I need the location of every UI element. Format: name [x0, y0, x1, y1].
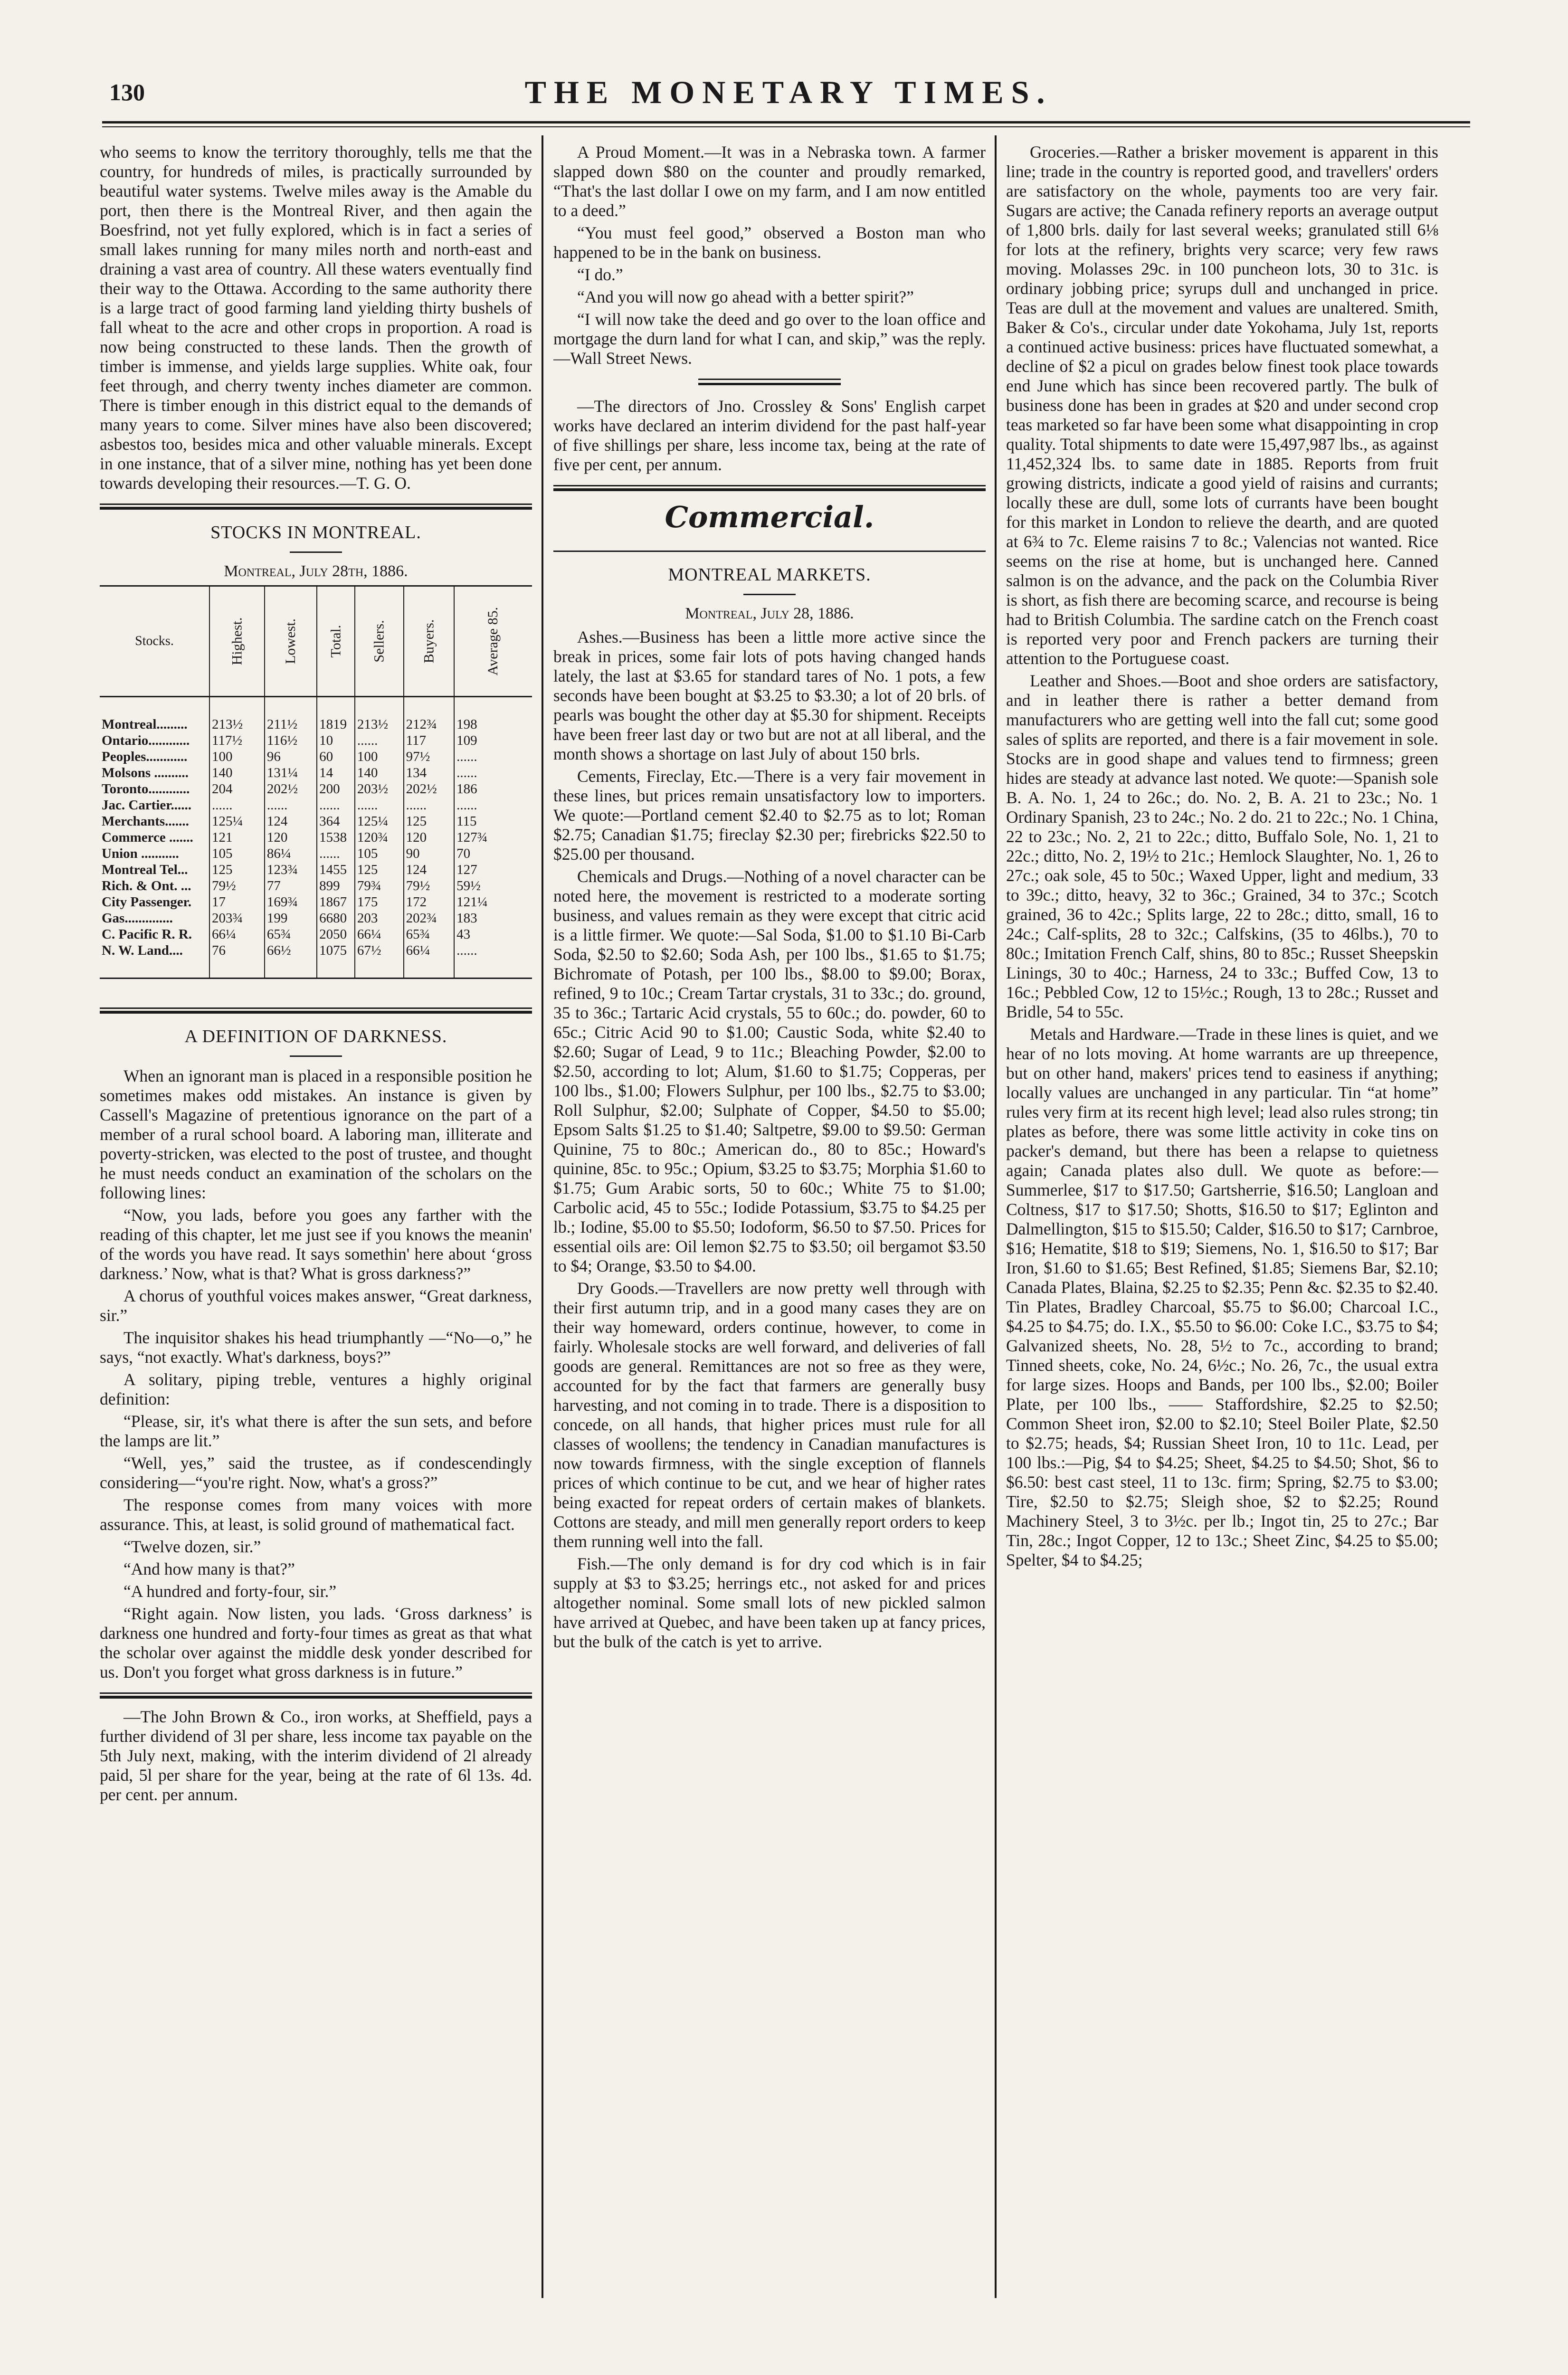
paragraph: A solitary, piping treble, ventures a highly original definition:	[100, 1370, 532, 1408]
stock-value: 66¼	[404, 942, 455, 978]
page-header	[109, 74, 1468, 116]
stock-value: ......	[454, 765, 532, 781]
col-header: Sellers.	[355, 586, 404, 697]
stock-row	[100, 797, 532, 813]
stock-value: 79½	[209, 878, 265, 894]
stocks-table	[100, 585, 532, 979]
stock-value: 17	[209, 894, 265, 910]
stock-value: 1455	[317, 862, 355, 878]
stock-row	[100, 894, 532, 910]
stock-name: Commerce .......	[102, 830, 193, 845]
stock-value: 202½	[265, 781, 317, 797]
stock-value: 105	[355, 846, 404, 862]
stock-value: ......	[317, 846, 355, 862]
paragraph: “And you will now go ahead with a better spirit?”	[577, 287, 914, 306]
stock-value: 204	[209, 781, 265, 797]
paragraph: The response comes from many voices with more assurance. This, at least, is solid ground of mathematical fact.	[100, 1495, 532, 1534]
stock-value: 90	[404, 846, 455, 862]
stock-value: 109	[454, 732, 532, 749]
market-ashes: Ashes.—Business has been a little more active since the break in prices, some fair lots of pots having changed hands lately, the last at $3.65 for standard tares of No. 1 pots, a few seconds have been bought at $3.25 to $3.30; a lot of 20 brls. of pearls was bought the other day at $5.30 for shipment. Receipts have been freer last day or two but are not at all liberal, and the month shows a shortage on last July of about 150 brls.	[553, 627, 986, 763]
paragraph: “I will now take the deed and go over to the loan office and mortgage the durn land for what I can, and skip,” was the reply.—Wall Street News.	[553, 310, 986, 368]
stock-value: 14	[317, 765, 355, 781]
separator-rule	[698, 383, 841, 385]
commercial-heading: Commercial.	[665, 500, 874, 534]
stock-row	[100, 942, 532, 978]
news-item: —The directors of Jno. Crossley & Sons' English carpet works have declared an interim dividend for the past half-year of five shillings per share, less income tax, being at the rate of five per cent, per annum.	[553, 397, 986, 474]
stock-value: 121	[209, 829, 265, 846]
stock-value: 125¼	[209, 813, 265, 829]
stock-value: 79¾	[355, 878, 404, 894]
col-header: Stocks.	[100, 586, 209, 697]
stock-value: 97½	[404, 749, 455, 765]
stock-value: 117	[404, 732, 455, 749]
section-rule	[100, 1692, 532, 1694]
stock-value: 127¾	[454, 829, 532, 846]
page-number: 130	[109, 79, 145, 105]
stock-value: 120	[404, 829, 455, 846]
stock-value: 43	[454, 926, 532, 942]
stock-value: 140	[355, 765, 404, 781]
stock-value: 76	[209, 942, 265, 978]
market-metals: Metals and Hardware.—Trade in these lines is quiet, and we hear of no lots moving. At home warrants are up threepence, but on other hand, makers' prices tend to easiness if anything; locally values are unchanged in any particular. Tin “at home” rules very firm at its recent high level; lead also rules strong; tin plates as before, there was some little activity in coke tins on packer's demand, but there has been a relapse to quietness again; Canada plates also dull. We quote as before:—Summerlee, $17 to $17.50; Gartsherrie, $16.50; Langloan and Coltness, $17 to $17.50; Shotts, $16.50 to $17; Eglinton and Dalmellington, $15 to $15.50; Calder, $16.50 to $17; Carnbroe, $16; Hematite, $18 to $19; Siemens, No. 1, $16.50 to $17; Bar Iron, $1.60 to $1.65; Best Refined, $1.85; Siemens Bar, $2.10; Canada Plates, Blaina, $2.25 to $2.35; Penn &c. $2.35 to $2.40. Tin Plates, Bradley Charcoal, $5.75 to $6.00; Charcoal I.C., $4.25 to $4.75; do. I.X., $5.50 to $6.00: Coke I.C., $3.75 to $4; Galvanized sheets, No. 28, 5½ to 7c., according to brand; Tinned sheets, coke, No. 24, 6½c.; No. 26, 7c., the usual extra for large sizes. Hoops and Bands, per 100 lbs., $2.00; Boiler Plate, per 100 lbs., —— Staffordshire, $2.25 to $2.50; Common Sheet iron, $2.00 to $2.10; Steel Boiler Plate, $2.50 to $2.75; heads, $4; Russian Sheet Iron, 10 to 11c. Lead, per 100 lbs.:—Pig, $4 to $4.25; Sheet, $4.25 to $4.50; Shot, $6 to $6.50: best cast steel, 11 to 13c. firm; Spring, $2.75 to $3.00; Tire, $2.50 to $2.75; Sleigh shoe, $2 to $2.25; Round Machinery Steel, 3 to 3½c. per lb.; Ingot tin, 25 to 27c.; Bar Tin, 28c.; Ingot Copper, 12 to 13c.; Sheet Zinc, $4.25 to $5.00; Spelter, $4 to $4.25;	[1006, 1025, 1438, 1569]
header-rule	[102, 121, 1470, 124]
section-rule	[553, 488, 986, 491]
stocks-header-row	[100, 586, 532, 697]
header-rule-thin	[102, 126, 1470, 127]
stock-value: ......	[209, 797, 265, 813]
stock-value: 117½	[209, 732, 265, 749]
stock-name: City Passenger.	[102, 894, 192, 910]
col-header: Average 85.	[454, 586, 532, 697]
stock-value: 100	[355, 749, 404, 765]
col-header: Buyers.	[404, 586, 455, 697]
stock-value: 200	[317, 781, 355, 797]
stock-row	[100, 910, 532, 926]
stock-value: 66¼	[209, 926, 265, 942]
stock-value: ......	[454, 942, 532, 978]
column-divider	[542, 135, 543, 2298]
stock-value: ......	[454, 749, 532, 765]
stock-value: 124	[404, 862, 455, 878]
markets-title: MONTREAL MARKETS.	[668, 565, 871, 585]
stock-value: 364	[317, 813, 355, 829]
section-rule	[100, 507, 532, 510]
stock-row	[100, 846, 532, 862]
stock-row	[100, 926, 532, 942]
section-rule	[553, 551, 986, 552]
stock-value: 115	[454, 813, 532, 829]
paragraph: “Please, sir, it's what there is after the sun sets, and before the lamps are lit.”	[100, 1412, 532, 1450]
column-divider	[995, 135, 997, 2298]
paragraph: “Twelve dozen, sir.”	[124, 1537, 261, 1556]
stock-value: 65¾	[265, 926, 317, 942]
paragraph: A Proud Moment.—It was in a Nebraska town. A farmer slapped down $80 on the counter and proudly remarked, “That's the last dollar I owe on my farm, and I am now entitled to a deed.”	[553, 142, 986, 220]
stocks-title: STOCKS IN MONTREAL.	[210, 522, 421, 542]
stock-value: 6680	[317, 910, 355, 926]
stock-row	[100, 829, 532, 846]
stock-name: C. Pacific R. R.	[102, 927, 192, 942]
stock-value: 199	[265, 910, 317, 926]
stock-value: 172	[404, 894, 455, 910]
stock-value: 116½	[265, 732, 317, 749]
stock-value: 120	[265, 829, 317, 846]
stock-value: 131¼	[265, 765, 317, 781]
markets-date: Montreal, July 28, 1886.	[685, 605, 854, 622]
stock-value: 175	[355, 894, 404, 910]
market-cements: Cements, Fireclay, Etc.—There is a very fair movement in these lines, but prices remain unsatisfactory low to importers. We quote:—Portland cement $2.40 to $2.75 as to lot; Roman $2.75; Canadian $1.75; fireclay $2.30 per; firebricks $22.50 to $25.00 per thousand.	[553, 767, 986, 864]
stock-value: 123¾	[265, 862, 317, 878]
market-leather: Leather and Shoes.—Boot and shoe orders are satisfactory, and in leather there is rather a better demand from manufacturers who are getting well into the fall cut; some good sales of splits are reported, and there is a fair movement in sole. Stocks are in good shape and values tend to firmness; green hides are steady at advance last noted. We quote:—Spanish sole B. A. No. 1, 24 to 26c.; do. No. 2, B. A. 21 to 23c.; No. 1 Ordinary Spanish, 23 to 24c.; No. 2 do. 21 to 22c.; No. 1 China, 22 to 23c.; No. 2, 21 to 22c.; ditto, Buffalo Sole, No. 1, 21 to 22c.; ditto, No. 2, 19½ to 21c.; Hemlock Slaughter, No. 1, 26 to 27c.; oak sole, 45 to 50c.; Waxed Upper, light and medium, 33 to 39c.; ditto, heavy, 32 to 36c.; Grained, 34 to 37c.; Scotch grained, 36 to 42c.; Splits large, 22 to 28c.; ditto, small, 16 to 24c.; Calf-splits, 28 to 32c.; Calfskins, (35 to 46lbs.), 70 to 80c.; Imitation French Calf, shins, 80 to 85c.; Russet Sheepskin Linings, 30 to 40c.; Harness, 24 to 33c.; Buffed Cow, 13 to 16c.; Pebbled Cow, 12 to 15½c.; Rough, 13 to 28c.; Russet and Bridle, 54 to 55c.	[1006, 671, 1438, 1021]
paragraph: “Well, yes,” said the trustee, as if condescendingly considering—“you're right. Now, what's a gross?”	[100, 1454, 532, 1492]
stock-name: Toronto............	[102, 781, 190, 797]
stock-name: Jac. Cartier......	[102, 798, 191, 813]
stock-value: ......	[404, 797, 455, 813]
paragraph: “And how many is that?”	[124, 1559, 295, 1578]
stocks-body	[100, 697, 532, 978]
paragraph: “Now, you lads, before you goes any farther with the reading of this chapter, let me just see if you knows the meanin' of the words you have read. It says somethin' here about ‘gross darkness.’ Now, what is that? What is gross darkness?”	[100, 1206, 532, 1283]
stock-value: 60	[317, 749, 355, 765]
stock-value: ......	[265, 797, 317, 813]
stock-value: 125	[404, 813, 455, 829]
stock-name: Gas..............	[102, 911, 173, 926]
article-continuation: who seems to know the territory thoroughly, tells me that the country, for hundreds of miles, is practically surrounded by beautiful water systems. Twelve miles away is the Amable du port, then there is the Montreal River, and then again the Boesfrind, not yet fully explored, which is in fact a series of small lakes running for many miles north and north-east and draining a vast area of country. All these waters eventually find their way to the Ottawa. According to the same authority there is a large tract of good farming land yielding thirty bushels of fall wheat to the acre and other crops in proportion. A road is now being constructed to these lands. Then the growth of timber is immense, and yields large supplies. White oak, four feet through, and cherry twenty inches diameter are common. There is timber enough in this district equal to the demands of many years to come. Silver mines have also been discovered; asbestos too, besides mica and other valuable minerals. Except in one instance, that of a silver mine, nothing has yet been done towards developing their resources.—T. G. O.	[100, 142, 532, 493]
stock-value: 100	[209, 749, 265, 765]
section-rule	[100, 1696, 532, 1699]
stock-value: 66¼	[355, 926, 404, 942]
title-rule	[290, 551, 342, 553]
paragraph: “Right again. Now listen, you lads. ‘Gross darkness’ is darkness one hundred and forty-four times as great as that what the scholar over against the middle desk yonder described for us. Don't you forget what gross darkness is in future.”	[100, 1604, 532, 1682]
stock-name: Montreal.........	[102, 717, 188, 732]
masthead-title: THE MONETARY TIMES.	[524, 74, 1053, 110]
stock-value: 1075	[317, 942, 355, 978]
stock-value: 125¼	[355, 813, 404, 829]
paragraph: “You must feel good,” observed a Boston man who happened to be in the bank on business.	[553, 223, 986, 262]
stock-row	[100, 732, 532, 749]
stock-value: 125	[209, 862, 265, 878]
section-rule	[100, 504, 532, 505]
stock-value: 1867	[317, 894, 355, 910]
stock-name: Ontario............	[102, 733, 190, 748]
column-right	[1006, 142, 1438, 2298]
paragraph: The inquisitor shakes his head triumphantly —“No—o,” he says, “not exactly. What's darkness, boys?”	[100, 1328, 532, 1367]
col-header: Highest.	[209, 586, 265, 697]
stock-value: 211½	[265, 697, 317, 733]
stock-value: ......	[317, 797, 355, 813]
section-rule	[553, 485, 986, 486]
stock-row	[100, 697, 532, 733]
stock-value: 59½	[454, 878, 532, 894]
stock-value: ......	[355, 732, 404, 749]
news-item: —The John Brown & Co., iron works, at Sheffield, pays a further dividend of 3l per share, less income tax payable on the 5th July next, making, with the interim dividend of 2l already paid, 5l per share for the year, being at the rate of 6l 13s. 4d. per cent. per annum.	[100, 1707, 532, 1804]
stock-row	[100, 749, 532, 765]
paragraph: A chorus of youthful voices makes answer, “Great darkness, sir.”	[100, 1286, 532, 1325]
stock-value: 134	[404, 765, 455, 781]
stock-name: Montreal Tel...	[102, 862, 188, 877]
stock-value: 140	[209, 765, 265, 781]
column-middle	[553, 142, 986, 2298]
stock-value: 213½	[209, 697, 265, 733]
section-rule	[100, 1011, 532, 1014]
stock-value: 70	[454, 846, 532, 862]
stock-value: 2050	[317, 926, 355, 942]
stock-value: 198	[454, 697, 532, 733]
stock-value: 127	[454, 862, 532, 878]
stock-name: N. W. Land....	[100, 942, 209, 978]
title-rule	[743, 594, 796, 595]
stock-value: 202½	[404, 781, 455, 797]
stock-row	[100, 781, 532, 797]
stock-row	[100, 878, 532, 894]
stock-value: 79½	[404, 878, 455, 894]
stock-value: 169¾	[265, 894, 317, 910]
stock-value: 67½	[355, 942, 404, 978]
paragraph: “A hundred and forty-four, sir.”	[124, 1582, 337, 1601]
separator-rule	[698, 379, 841, 380]
market-fish: Fish.—The only demand is for dry cod which is in fair supply at $3 to $3.25; herrings etc., not asked for and prices altogether nominal. Some small lots of new pickled salmon have arrived at Quebec, and have been taken up at fancy prices, but the bulk of the catch is yet to arrive.	[553, 1554, 986, 1651]
darkness-title: A DEFINITION OF DARKNESS.	[184, 1026, 447, 1046]
stock-value: 203	[355, 910, 404, 926]
title-rule	[290, 1055, 342, 1057]
market-chemicals: Chemicals and Drugs.—Nothing of a novel character can be noted here, the movement is restricted to a moderate sorting business, and values remain as they were except that citric acid is a little firmer. We quote:—Sal Soda, $1.00 to $1.10 Bi-Carb Soda, $2.50 to $2.60; Soda Ash, per 100 lbs., $1.65 to $1.75; Bichromate of Potash, per 100 lbs., $8.00 to $9.00; Borax, refined, 9 to 10c.; Cream Tartar crystals, 31 to 33c.; do. ground, 35 to 36c.; Tartaric Acid crystals, 55 to 60c.; do. powder, 60 to 65c.; Citric Acid 90 to $1.00; Caustic Soda, white $2.40 to $2.60; Sugar of Lead, 9 to 11c.; Bleaching Powder, $2.00 to $2.50, according to lot; Alum, $1.60 to $1.75; Copperas, per 100 lbs., $1.00; Flowers Sulphur, per 100 lbs., $2.75 to $3.00; Roll Sulphur, $2.00; Sulphate of Copper, $4.50 to $5.00; Epsom Salts $1.25 to $1.40; Saltpetre, $9.00 to $9.50: German Quinine, 75 to 80c.; American do., 80 to 85c.; Howard's quinine, 85c. to 95c.; Opium, $3.25 to $3.75; Morphia $1.60 to $1.75; Gum Arabic sorts, 50 to 60c.; White 75 to $1.00; Carbolic acid, 45 to 55c.; Iodide Potassium, $3.75 to $4.25 per lb.; Iodine, $5.00 to $5.50; Iodoform, $6.50 to $7.50. Prices for essential oils are: Oil lemon $2.75 to $3.50; oil bergamot $3.50 to $4; Orange, $3.50 to $4.00.	[553, 867, 986, 1275]
stock-value: ......	[355, 797, 404, 813]
stock-value: 212¾	[404, 697, 455, 733]
stock-name: Molsons ..........	[102, 765, 189, 780]
col-header: Total.	[317, 586, 355, 697]
market-groceries: Groceries.—Rather a brisker movement is apparent in this line; trade in the country is reported good, and travellers' orders are satisfactory on the whole, payments too are very fair. Sugars are active; the Canada refinery reports an average output of 1,800 brls. daily for last several weeks; granulated still 6⅛ for lots at the refinery, brights very scarce; very few raws moving. Molasses 29c. in 100 puncheon lots, 30 to 31c. is ordinary jobbing price; syrups dull and unchanged in price. Teas are dull at the movement and values are unaltered. Smith, Baker & Co's., circular under date Yokohama, July 1st, reports a continued active business: prices have fluctuated somewhat, a decline of $2 a picul on grades below finest took place towards end June which has since been recovered partly. The bulk of business done has been in grades at $20 and under second crop teas marketed so far have been some what disappointing in crop quality. Total shipments to date were 15,497,987 lbs., as against 11,452,324 lbs. to same date in 1885. Reports from fruit growing districts, indicate a good yield of raisins and currants; locally these are dull, some lots of currants have been bought for this market in London to relieve the dearth, and are quoted at 6¾ to 7c. Eleme raisins 7 to 8c.; Valencias not wanted. Rice seems on the rise at home, but is unchanged here. Canned salmon is on the advance, and the pack on the Columbia River is short, as fish there are becoming scarce, and recourse is being had to British Columbia. The sardine catch on the French coast is reported very poor and French packers are turning their attention to the Portuguese coast.	[1006, 142, 1438, 668]
stock-value: 213½	[355, 697, 404, 733]
stock-value: 1819	[317, 697, 355, 733]
stock-value: 86¼	[265, 846, 317, 862]
paragraph: When an ignorant man is placed in a responsible position he sometimes makes odd mistakes. An instance is given by Cassell's Magazine of pretentious ignorance on the part of a member of a rural school board. A laboring man, illiterate and poverty-stricken, was elected to the post of trustee, and thought he must needs conduct an examination of the scholars on the following lines:	[100, 1066, 532, 1202]
stock-value: 120¾	[355, 829, 404, 846]
section-rule	[100, 1007, 532, 1009]
stock-value: 121¼	[454, 894, 532, 910]
stock-value: 183	[454, 910, 532, 926]
stock-value: 899	[317, 878, 355, 894]
stock-name: Merchants.......	[102, 814, 189, 829]
stocks-date: Montreal, July 28th, 1886.	[224, 562, 408, 580]
stock-value: 1538	[317, 829, 355, 846]
stock-value: 203¾	[209, 910, 265, 926]
stock-value: 77	[265, 878, 317, 894]
stock-name: Union ...........	[102, 846, 179, 861]
stock-row	[100, 765, 532, 781]
stock-value: 203½	[355, 781, 404, 797]
stock-name: Peoples............	[102, 749, 188, 764]
stock-value: 105	[209, 846, 265, 862]
column-left	[100, 142, 532, 2298]
stock-value: 10	[317, 732, 355, 749]
stock-name: Rich. & Ont. ...	[102, 878, 191, 893]
stock-value: 125	[355, 862, 404, 878]
paragraph: “I do.”	[577, 265, 623, 284]
stock-row	[100, 813, 532, 829]
market-dry-goods: Dry Goods.—Travellers are now pretty well through with their first autumn trip, and in a good many cases they are on their way homeward, orders continue, however, to come in fairly. Wholesale stocks are well forward, and deliveries of fall goods are general. Remittances are not so free as they were, accounted for by the fact that farmers are generally busy harvesting, and not coming in to trade. There is a disposition to concede, on all hands, that higher prices must rule for all classes of woollens; the tendency in Canadian manufactures is now towards firmness, with the single exception of flannels prices of which continue to be cut, and we hear of higher rates being exacted for repeat orders of certain makes of blankets. Cottons are steady, and mill men generally report orders to keep them running well into the fall.	[553, 1279, 986, 1551]
stock-value: 66½	[265, 942, 317, 978]
col-header: Lowest.	[265, 586, 317, 697]
stock-value: 124	[265, 813, 317, 829]
stock-value: 96	[265, 749, 317, 765]
stock-value: 202¾	[404, 910, 455, 926]
stock-value: 65¾	[404, 926, 455, 942]
stock-row	[100, 862, 532, 878]
stock-value: 186	[454, 781, 532, 797]
stock-value: ......	[454, 797, 532, 813]
